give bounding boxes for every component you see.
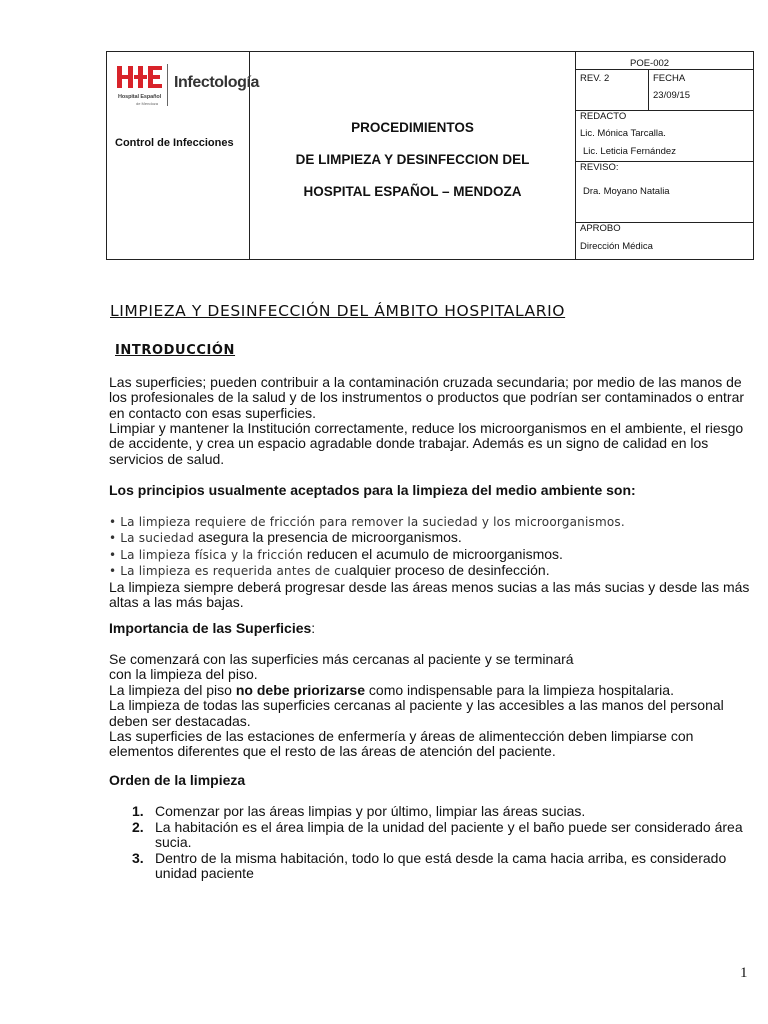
document-code: POE-002 — [630, 58, 670, 69]
logo-city: de Mendoza — [136, 101, 159, 106]
importance-heading: Importancia de las Superficies — [109, 620, 312, 636]
hospital-logo — [117, 64, 259, 110]
principle-item: • La limpieza física y la fricción reducen el acumulo de microorganismos. — [109, 545, 563, 562]
section-label: Control de Infecciones — [115, 137, 234, 149]
date-value: 23/09/15 — [653, 90, 690, 101]
meta-row-code — [576, 52, 753, 70]
page-number: 1 — [740, 965, 748, 981]
importance-paragraphs — [109, 652, 759, 760]
meta-row-reviso — [576, 162, 753, 223]
emphasis-text: no debe priorizarse — [235, 681, 366, 698]
order-heading: Orden de la limpieza — [109, 772, 246, 788]
principles-list — [109, 514, 759, 610]
redacto-label: REDACTO — [580, 111, 627, 122]
meta-row-revision — [576, 70, 753, 111]
header-logo-cell — [107, 52, 259, 259]
document-header-table — [106, 51, 754, 260]
intro-heading: INTRODUCCIÓN — [115, 343, 236, 358]
reviso-label: REVISO: — [580, 162, 619, 173]
list-item: 1. Comenzar por las áreas limpias y por último, limpiar las áreas sucias. — [132, 803, 586, 819]
procedure-title-line-2: DE LIMPIEZA Y DESINFECCION DEL — [295, 152, 530, 167]
aprobo-label: APROBO — [580, 223, 621, 234]
principle-item: • La suciedad asegura la presencia de microorganismos. — [109, 529, 462, 546]
order-list — [109, 804, 749, 882]
progress-rule: La limpieza siempre deberá progresar desde las áreas menos sucias a las más sucias y desde las más altas a las más bajas. — [109, 578, 750, 611]
header-title-cell — [250, 52, 576, 259]
importance-heading-line: Importancia de las Superficies: — [109, 620, 316, 636]
principle-item: • La limpieza requiere de fricción para remover la suciedad y los microorganismos. — [109, 515, 625, 529]
importance-line-2: con la limpieza del piso. — [109, 666, 258, 683]
meta-row-redacto — [576, 111, 753, 162]
list-item: 3. Dentro de la misma habitación, todo lo que está desde la cama hacia arriba, es considerado unidad paciente — [132, 849, 727, 881]
logo-department: Infectología — [174, 74, 259, 91]
hospital-logo-icon — [117, 64, 163, 92]
reviso-name: Dra. Moyano Natalia — [583, 186, 670, 197]
date-label: FECHA — [653, 73, 686, 84]
aprobo-value: Dirección Médica — [580, 241, 653, 252]
procedure-title-line-1: PROCEDIMIENTOS — [351, 120, 474, 135]
redacto-author-1: Lic. Mónica Tarcalla. — [580, 128, 666, 139]
procedure-title-line-3: HOSPITAL ESPAÑOL – MENDOZA — [303, 184, 522, 199]
list-item: 2. La habitación es el área limpia de la unidad del paciente y el baño puede ser considerado área sucia. — [132, 818, 743, 850]
importance-paragraph-4: Las superficies de las estaciones de enfermería y áreas de alimentección deben limpiarse con elementos diferentes que el resto de las áreas de atención del paciente. — [109, 728, 694, 760]
revision-divider — [648, 70, 649, 111]
intro-paragraph-1: Las superficies; pueden contribuir a la contaminación cruzada secundaria; por medio de las manos de los profesionales de la salud y de los instrumentos o productos que podrían ser contaminados o entrar en contacto con esas superficies. — [109, 374, 745, 421]
redacto-author-2: Lic. Leticia Fernández — [583, 146, 676, 157]
importance-line-1: Se comenzará con las superficies más cercanas al paciente y se terminará — [109, 651, 574, 667]
principle-item: • La limpieza es requerida antes de cualquier proceso de desinfección. — [109, 562, 550, 579]
intro-paragraph-2: Limpiar y mantener la Institución correctamente, reduce los microorganismos en el ambiente, el riesgo de accidente, y crea un espacio agradable donde trabajar. Además es un signo de calidad en los servicios de salud. — [109, 420, 744, 467]
header-meta-cell — [576, 52, 753, 259]
meta-row-aprobo — [576, 223, 753, 261]
logo-separator — [167, 64, 168, 106]
revision-number: REV. 2 — [580, 73, 610, 84]
document-title: LIMPIEZA Y DESINFECCIÓN DEL ÁMBITO HOSPITALARIO — [110, 302, 566, 320]
principles-heading: Los principios usualmente aceptados para la limpieza del medio ambiente son: — [109, 482, 636, 498]
importance-paragraph-3: La limpieza de todas las superficies cercanas al paciente y las accesibles a las manos del personal deben ser destacadas. — [109, 697, 724, 729]
importance-floor-rule: La limpieza del piso no debe priorizarse como indispensable para la limpieza hospitalaria. — [109, 681, 674, 698]
logo-hospital-name: Hospital Español — [118, 94, 162, 100]
